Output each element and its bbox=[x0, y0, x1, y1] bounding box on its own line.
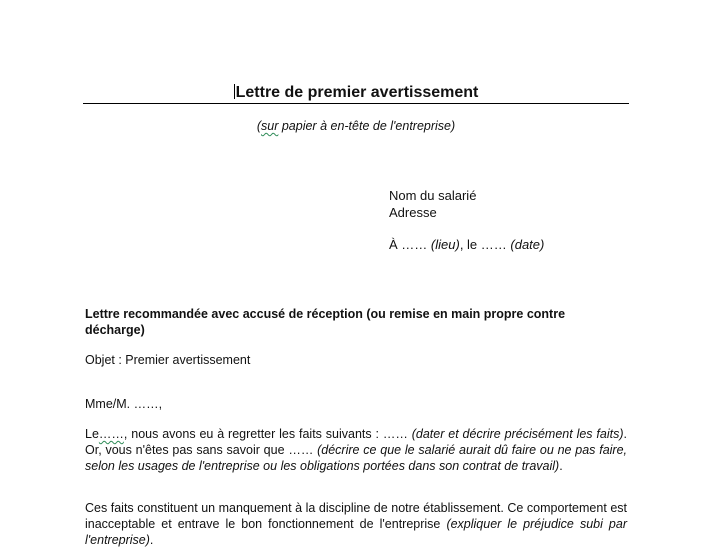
spellcheck-word[interactable]: sur bbox=[261, 119, 279, 133]
object-line: Objet : Premier avertissement bbox=[85, 353, 251, 367]
spellcheck-dots[interactable]: …… bbox=[98, 427, 124, 441]
document-title: Lettre de premier avertissement bbox=[235, 84, 479, 101]
recipient-name: Nom du salarié bbox=[389, 188, 477, 203]
document-subtitle: (sur papier à en-tête de l'entreprise) bbox=[256, 119, 456, 133]
paragraph-facts: Le……, nous avons eu à regretter les faits suivants : …… (dater et décrire précisément les faits). Or, vous n'êtes pas sans savoir que …… (décrire ce que le salarié aurait dû faire ou ne pas faire, selon les usages de l'entreprise ou les obligations portées dans son contrat de travail). bbox=[85, 427, 628, 473]
registered-mail-notice: Lettre recommandée avec accusé de réception (ou remise en main propre contre décharge) bbox=[85, 307, 566, 337]
text-cursor bbox=[234, 84, 235, 99]
place-date-line: À …… (lieu), le …… (date) bbox=[389, 237, 545, 252]
recipient-address: Adresse bbox=[389, 205, 437, 220]
title-underline bbox=[83, 103, 629, 104]
salutation: Mme/M. ……, bbox=[85, 397, 163, 411]
paragraph-consequences: Ces faits constituent un manquement à la discipline de notre établissement. Ce comportement est inacceptable et entrave le bon fonctionnement de l'entreprise (expliquer le préjudice subi par l'entreprise). bbox=[85, 501, 627, 547]
